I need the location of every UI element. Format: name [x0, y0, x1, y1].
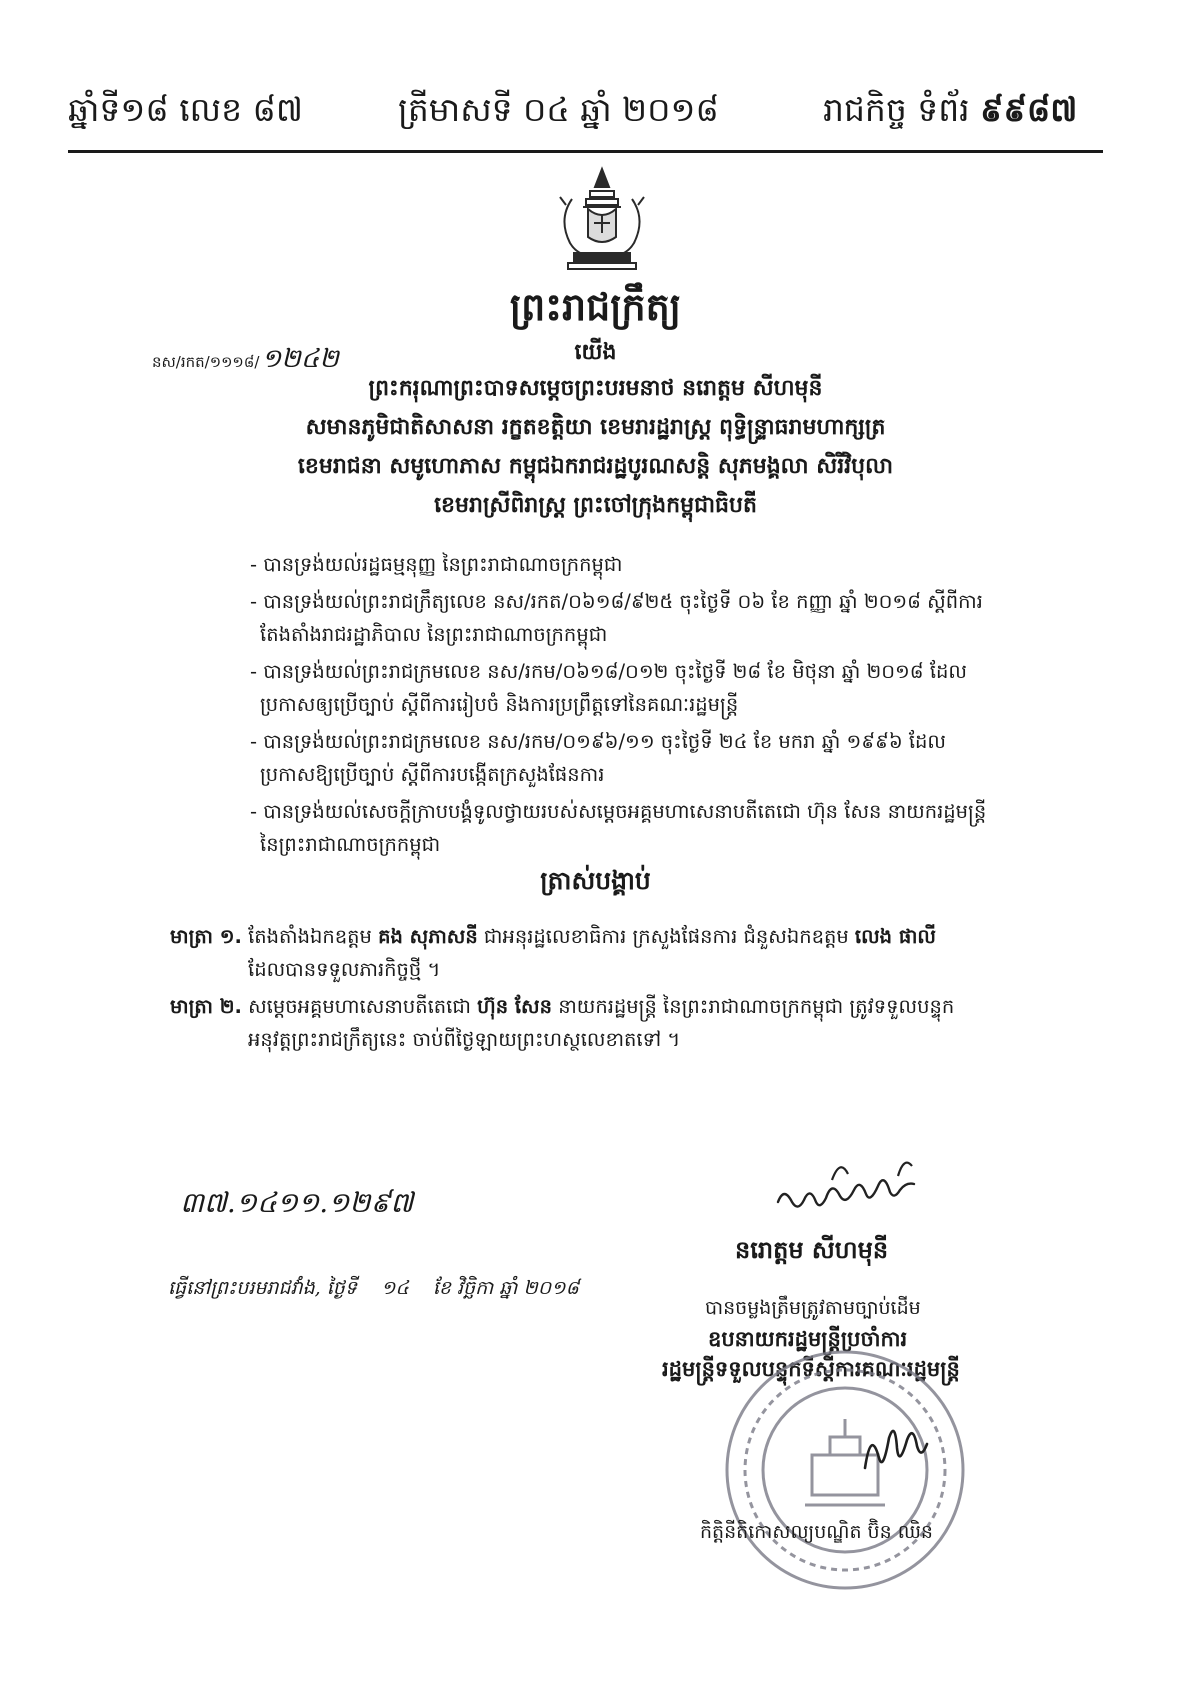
handwritten-registration-number: ៣៧.១៤១១.១២៩៧ — [180, 1186, 414, 1219]
header-rule — [68, 150, 1103, 153]
article-text-cont: អនុវត្តព្រះរាជក្រឹត្យនេះ ចាប់ពីថ្ងៃឡាយព្រះហស្ថលេខាតទៅ ។ — [248, 1028, 681, 1051]
preamble-line-cont: ប្រកាសឱ្យប្រើច្បាប់ ស្តីពីការបង្កើតក្រសួងផែនការ — [260, 763, 605, 786]
preamble-line: - បានទ្រង់យល់រដ្ឋធម្មនុញ្ញ នៃព្រះរាជាណាចក្រកម្ពុជា — [250, 553, 623, 576]
preamble-line: - បានទ្រង់យល់ព្រះរាជក្រឹត្យលេខ នស/រកត/០៦១៨/៩២៥ ចុះថ្ងៃទី ០៦ ខែ កញ្ញា ឆ្នាំ ២០១៨ ស្តីពីការ — [250, 590, 983, 613]
article-text: សម្តេចអគ្គមហាសេនាបតីតេជោ — [248, 995, 478, 1018]
royal-title-line-1: ព្រះករុណាព្រះបាទសម្តេចព្រះបរមនាថ នរោត្តម សីហមុនី — [368, 376, 823, 401]
preamble-item — [250, 548, 1062, 581]
preamble-item — [250, 585, 1062, 651]
royal-title-line-2: សមានភូមិជាតិសាសនា រក្ខតខត្តិយា ខេមរារដ្ឋរាស្ត្រ ពុទ្ធិន្ទ្រាធរាមហាក្សត្រ — [305, 415, 886, 440]
decrees-heading: ត្រាស់បង្គាប់ — [540, 866, 651, 895]
preamble-line-cont: ប្រកាសឲ្យប្រើច្បាប់ ស្តីពីការរៀបចំ និងការប្រព្រឹត្តទៅនៃគណៈរដ្ឋមន្ត្រី — [260, 693, 739, 716]
appointee-name: គង សុភាសនី — [378, 925, 478, 948]
preamble-item — [250, 795, 1062, 861]
royal-title-line-3: ខេមរាជនា សមូហោភាស កម្ពុជឯករាជរដ្ឋបូរណសន្តិ សុភមង្គលា សិរីវិបុលា — [297, 454, 894, 479]
preamble-line-cont: តែងតាំងរាជរដ្ឋាភិបាល នៃព្រះរាជាណាចក្រកម្ពុជា — [260, 623, 608, 646]
gazette-header — [68, 90, 1108, 150]
preamble-line: - បានទ្រង់យល់ព្រះរាជក្រមលេខ នស/រកម/០១៩៦/១១ ចុះថ្ងៃទី ២៤ ខែ មករា ឆ្នាំ ១៩៩៦ ដែល — [250, 730, 947, 753]
article-1 — [170, 920, 1060, 986]
article-text: ជាអនុរដ្ឋលេខាធិការ ក្រសួងផែនការ ជំនួសឯកឧត្តម — [477, 925, 855, 948]
royal-title-line-4: ខេមរាស្រីពិរាស្ត្រ ព្រះចៅក្រុងកម្ពុជាធិបតី — [434, 493, 757, 518]
signatory-name: កិត្តិនីតិកោសល្យបណ្ឌិត ប៊ិន ឈិន — [700, 1521, 933, 1543]
document-title: ព្រះរាជក្រឹត្យ — [509, 285, 682, 329]
countersign-title-1: ឧបនាយករដ្ឋមន្ត្រីប្រចាំការ — [708, 1327, 908, 1351]
place-date-text: ខែ វិច្ឆិកា ឆ្នាំ ២០១៨ — [432, 1277, 579, 1299]
place-date-text: ធ្វើនៅព្រះបរមរាជវាំង, ថ្ងៃទី — [168, 1277, 357, 1299]
gazette-quarter: ត្រីមាសទី ០៤ ឆ្នាំ ២០១៨ — [398, 90, 719, 129]
king-signature — [770, 1150, 940, 1225]
we-heading: យើង — [574, 340, 617, 365]
countersignature — [855, 1418, 935, 1488]
article-text: នាយករដ្ឋមន្ត្រី នៃព្រះរាជាណាចក្រកម្ពុជា ត្រូវទទួលបន្ទុក — [552, 995, 955, 1018]
reference-prefix: នស/រកត/១១១៨/ — [152, 353, 260, 371]
reference-handwritten: ១២៤២ — [261, 344, 339, 374]
gazette-page-label: រាជកិច្ច ទំព័រ — [823, 90, 970, 129]
article-text-cont: ដែលបានទទួលភារកិច្ចថ្មី ។ — [248, 958, 441, 981]
king-name: នរោត្តម សីហមុនី — [735, 1236, 889, 1264]
preamble-line: - បានទ្រង់យល់សេចក្តីក្រាបបង្គំទូលថ្វាយរបស់សម្តេចអគ្គមហាសេនាបតីតេជោ ហ៊ុន សែន នាយករដ្ឋមន្ត្រី — [250, 800, 987, 823]
preamble-line: - បានទ្រង់យល់ព្រះរាជក្រមលេខ នស/រកម/០៦១៨/០១២ ចុះថ្ងៃទី ២៨ ខែ មិថុនា ឆ្នាំ ២០១៨ ដែល — [250, 660, 967, 683]
countersign-title-2: រដ្ឋមន្ត្រីទទួលបន្ទុកទីស្តីការគណៈរដ្ឋមន្ត្រី — [662, 1357, 960, 1381]
article-label: មាត្រា ២. — [170, 995, 242, 1018]
article-text: តែងតាំងឯកឧត្តម — [248, 925, 379, 948]
gazette-year-issue: ឆ្នាំទី១៨ លេខ ៨៧ — [68, 90, 303, 129]
royal-coat-of-arms-icon — [550, 165, 655, 275]
article-label: មាត្រា ១. — [170, 925, 242, 948]
preamble-item — [250, 725, 1062, 791]
place-and-date — [168, 1276, 579, 1304]
certified-copy-note: បានចម្លងត្រឹមត្រូវតាមច្បាប់ដើម — [705, 1297, 921, 1319]
preamble-item — [250, 655, 1062, 721]
preamble-line-cont: នៃព្រះរាជាណាចក្រកម្ពុជា — [260, 833, 441, 856]
prime-minister-name: ហ៊ុន សែន — [477, 995, 552, 1018]
place-date-day: ១៤ — [380, 1277, 409, 1299]
article-2 — [170, 990, 1060, 1056]
replaced-official-name: លេង ផាលី — [854, 925, 936, 948]
gazette-page-number: ៩៩៨៧ — [980, 90, 1078, 129]
gazette-page — [823, 90, 1077, 138]
